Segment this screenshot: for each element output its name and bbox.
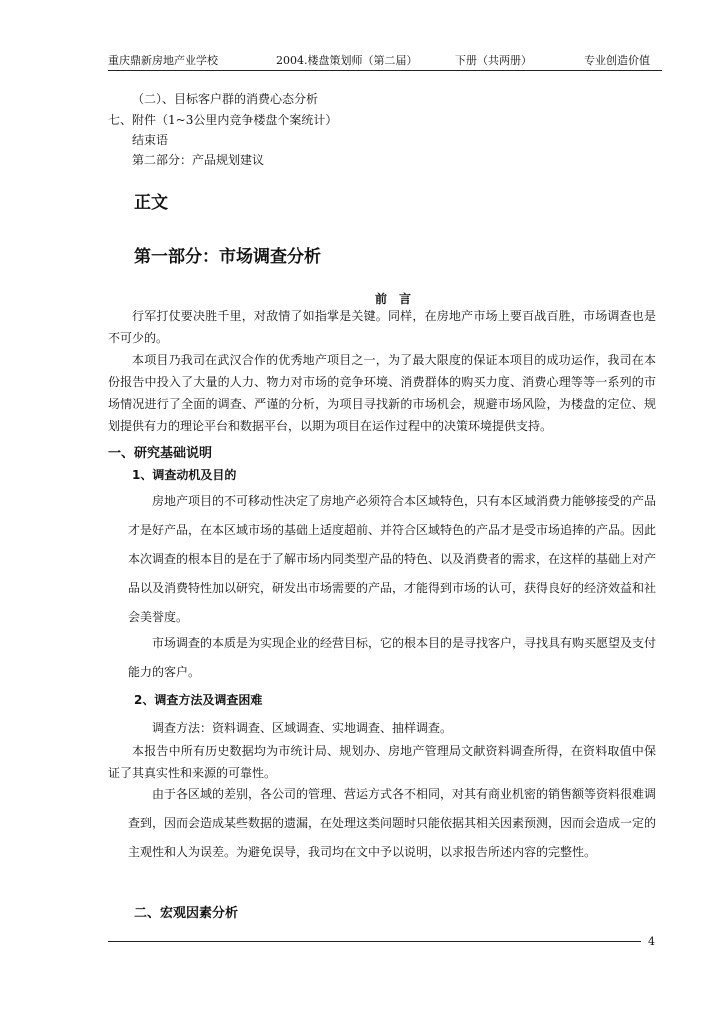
body-title: 正文: [134, 193, 168, 213]
toc-item-part2: 第二部分：产品规划建议: [132, 153, 265, 167]
header-slogan: 专业创造价值: [584, 54, 650, 67]
section1-sub2-method: 调查方法：资料调查、区域调查、实地调查、抽样调查。: [152, 721, 453, 735]
header-course: 2004.楼盘策划师（第二届）: [276, 54, 418, 67]
toc-item-target: （二）、目标客户群的消费心态分析: [132, 92, 319, 106]
toc-item-conclusion: 结束语: [132, 133, 169, 147]
header-rule: [108, 70, 662, 71]
section1-title: 一、研究基础说明: [108, 446, 213, 461]
footer-rule: [108, 941, 641, 942]
section2-title: 二、宏观因素分析: [134, 906, 239, 921]
preface-title: 前 言: [375, 292, 412, 306]
section1-sub2-paragraph-1: 本报告中所有历史数据均为市统计局、规划办、房地产管理局文献资料调查所得，在资料取值中保证了其真实性和来源的可靠性。: [108, 744, 656, 780]
section1-sub1-paragraph-1: 房地产项目的不可移动性决定了房地产必须符合本区域特色，只有本区域消费力能够接受的产品才是好产品，在本区域市场的基础上适度超前、并符合区域特色的产品才是受市场追捧的产品。因此本次调查的根本目的是在于了解市场内同类型产品的特色、以及消费者的需求，在这样的基础上对产品以及消费特性加以研究，研发出市场需要的产品，才能得到市场的认可，获得良好的经济效益和社会美誉度。: [128, 494, 657, 624]
section1-sub1-paragraph-2: 市场调查的本质是为实现企业的经营目标，它的根本目的是寻找客户，寻找具有购买愿望及支付能力的客户。: [128, 636, 657, 679]
section1-sub1-title: 1、调查动机及目的: [132, 468, 237, 482]
preface-paragraph-1: 行军打仗要决胜千里，对敌情了如指掌是关键。同样，在房地产市场上要百战百胜，市场调查也是不可少的。: [108, 309, 656, 345]
section1-sub2-title: 2、调查方法及调查困难: [134, 693, 263, 707]
section1-sub2-paragraph-2: 由于各区域的差别，各公司的管理、营运方式各不相同，对其有商业机密的销售额等资料很难调查到，因而会造成某些数据的遗漏，在处理这类问题时只能依据其相关因素预测，因而会造成一定的主观性和人为误差。为避免误导，我司均在文中予以说明，以求报告所述内容的完整性。: [128, 787, 657, 859]
page-number: 4: [648, 935, 655, 948]
header-volume: 下册（共两册）: [455, 54, 532, 67]
toc-item-appendix: 七、附件（1~3公里内竞争楼盘个案统计）: [108, 113, 338, 127]
header-school: 重庆鼎新房地产业学校: [108, 54, 218, 67]
preface-paragraph-2: 本项目乃我司在武汉合作的优秀地产项目之一，为了最大限度的保证本项目的成功运作，我司在本份报告中投入了大量的人力、物力对市场的竞争环境、消费群体的购买力度、消费心理等等一系列的市场情况进行了全面的调查、严谨的分析，为项目寻找新的市场机会，规避市场风险，为楼盘的定位、规划提供有力的理论平台和数据平台，以期为项目在运作过程中的决策环境提供支持。: [108, 353, 656, 433]
part1-title: 第一部分：市场调查分析: [134, 247, 321, 267]
